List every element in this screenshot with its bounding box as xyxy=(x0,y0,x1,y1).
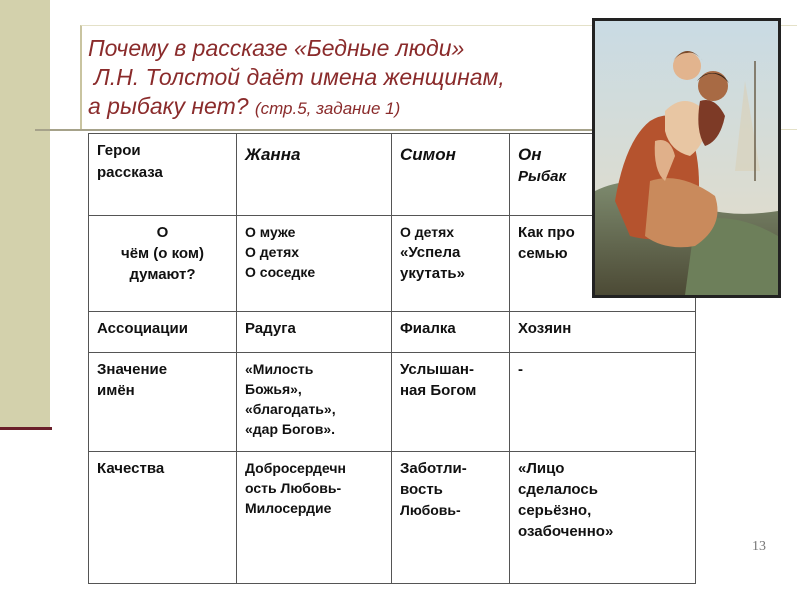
table-cell: Добросердечн ость Любовь- Милосердие xyxy=(237,452,392,584)
table-cell: Услышан- ная Богом xyxy=(392,353,510,452)
title-line-1: Почему в рассказе «Бедные люди» xyxy=(88,35,465,61)
header-cell-simon: Симон xyxy=(392,134,510,216)
header-cell-zhanna: Жанна xyxy=(237,134,392,216)
painting-illustration xyxy=(595,21,778,295)
page-number: 13 xyxy=(752,539,766,554)
table-cell: Радуга xyxy=(237,312,392,353)
header-cell-heroes: Герои рассказа xyxy=(89,134,237,216)
left-accent-line xyxy=(0,427,52,430)
table-cell: Хозяин xyxy=(510,312,696,353)
row-label-cell: Ассоциации xyxy=(89,312,237,353)
title-line-3: а рыбаку нет? xyxy=(88,93,249,119)
table-cell: Как про семью xyxy=(510,216,696,312)
title-line-2: Л.Н. Толстой даёт имена женщинам, xyxy=(94,64,505,90)
table-row xyxy=(89,312,696,353)
table-cell: «Лицо сделалось серьёзно, озабоченно» xyxy=(510,452,696,584)
table-cell: О детях «Успела укутать» xyxy=(392,216,510,312)
header-cell-fisherman: Он Рыбак xyxy=(510,134,696,216)
row-label-cell: Качества xyxy=(89,452,237,584)
row-label-cell: О чём (о ком) думают? xyxy=(89,216,237,312)
table-row xyxy=(89,353,696,452)
slide-title xyxy=(88,34,608,123)
table-cell: О муже О детях О соседке xyxy=(237,216,392,312)
table-cell: Фиалка xyxy=(392,312,510,353)
table-row xyxy=(89,452,696,584)
painting-image xyxy=(592,18,781,298)
table-cell: - xyxy=(510,353,696,452)
title-reference: (стр.5, задание 1) xyxy=(254,99,401,118)
table-cell: «Милость Божья», «благодать», «дар Богов». xyxy=(237,353,392,452)
row-label-cell: Значение имён xyxy=(89,353,237,452)
left-accent-bar xyxy=(0,0,50,428)
table-cell: Заботли- вость Любовь- xyxy=(392,452,510,584)
